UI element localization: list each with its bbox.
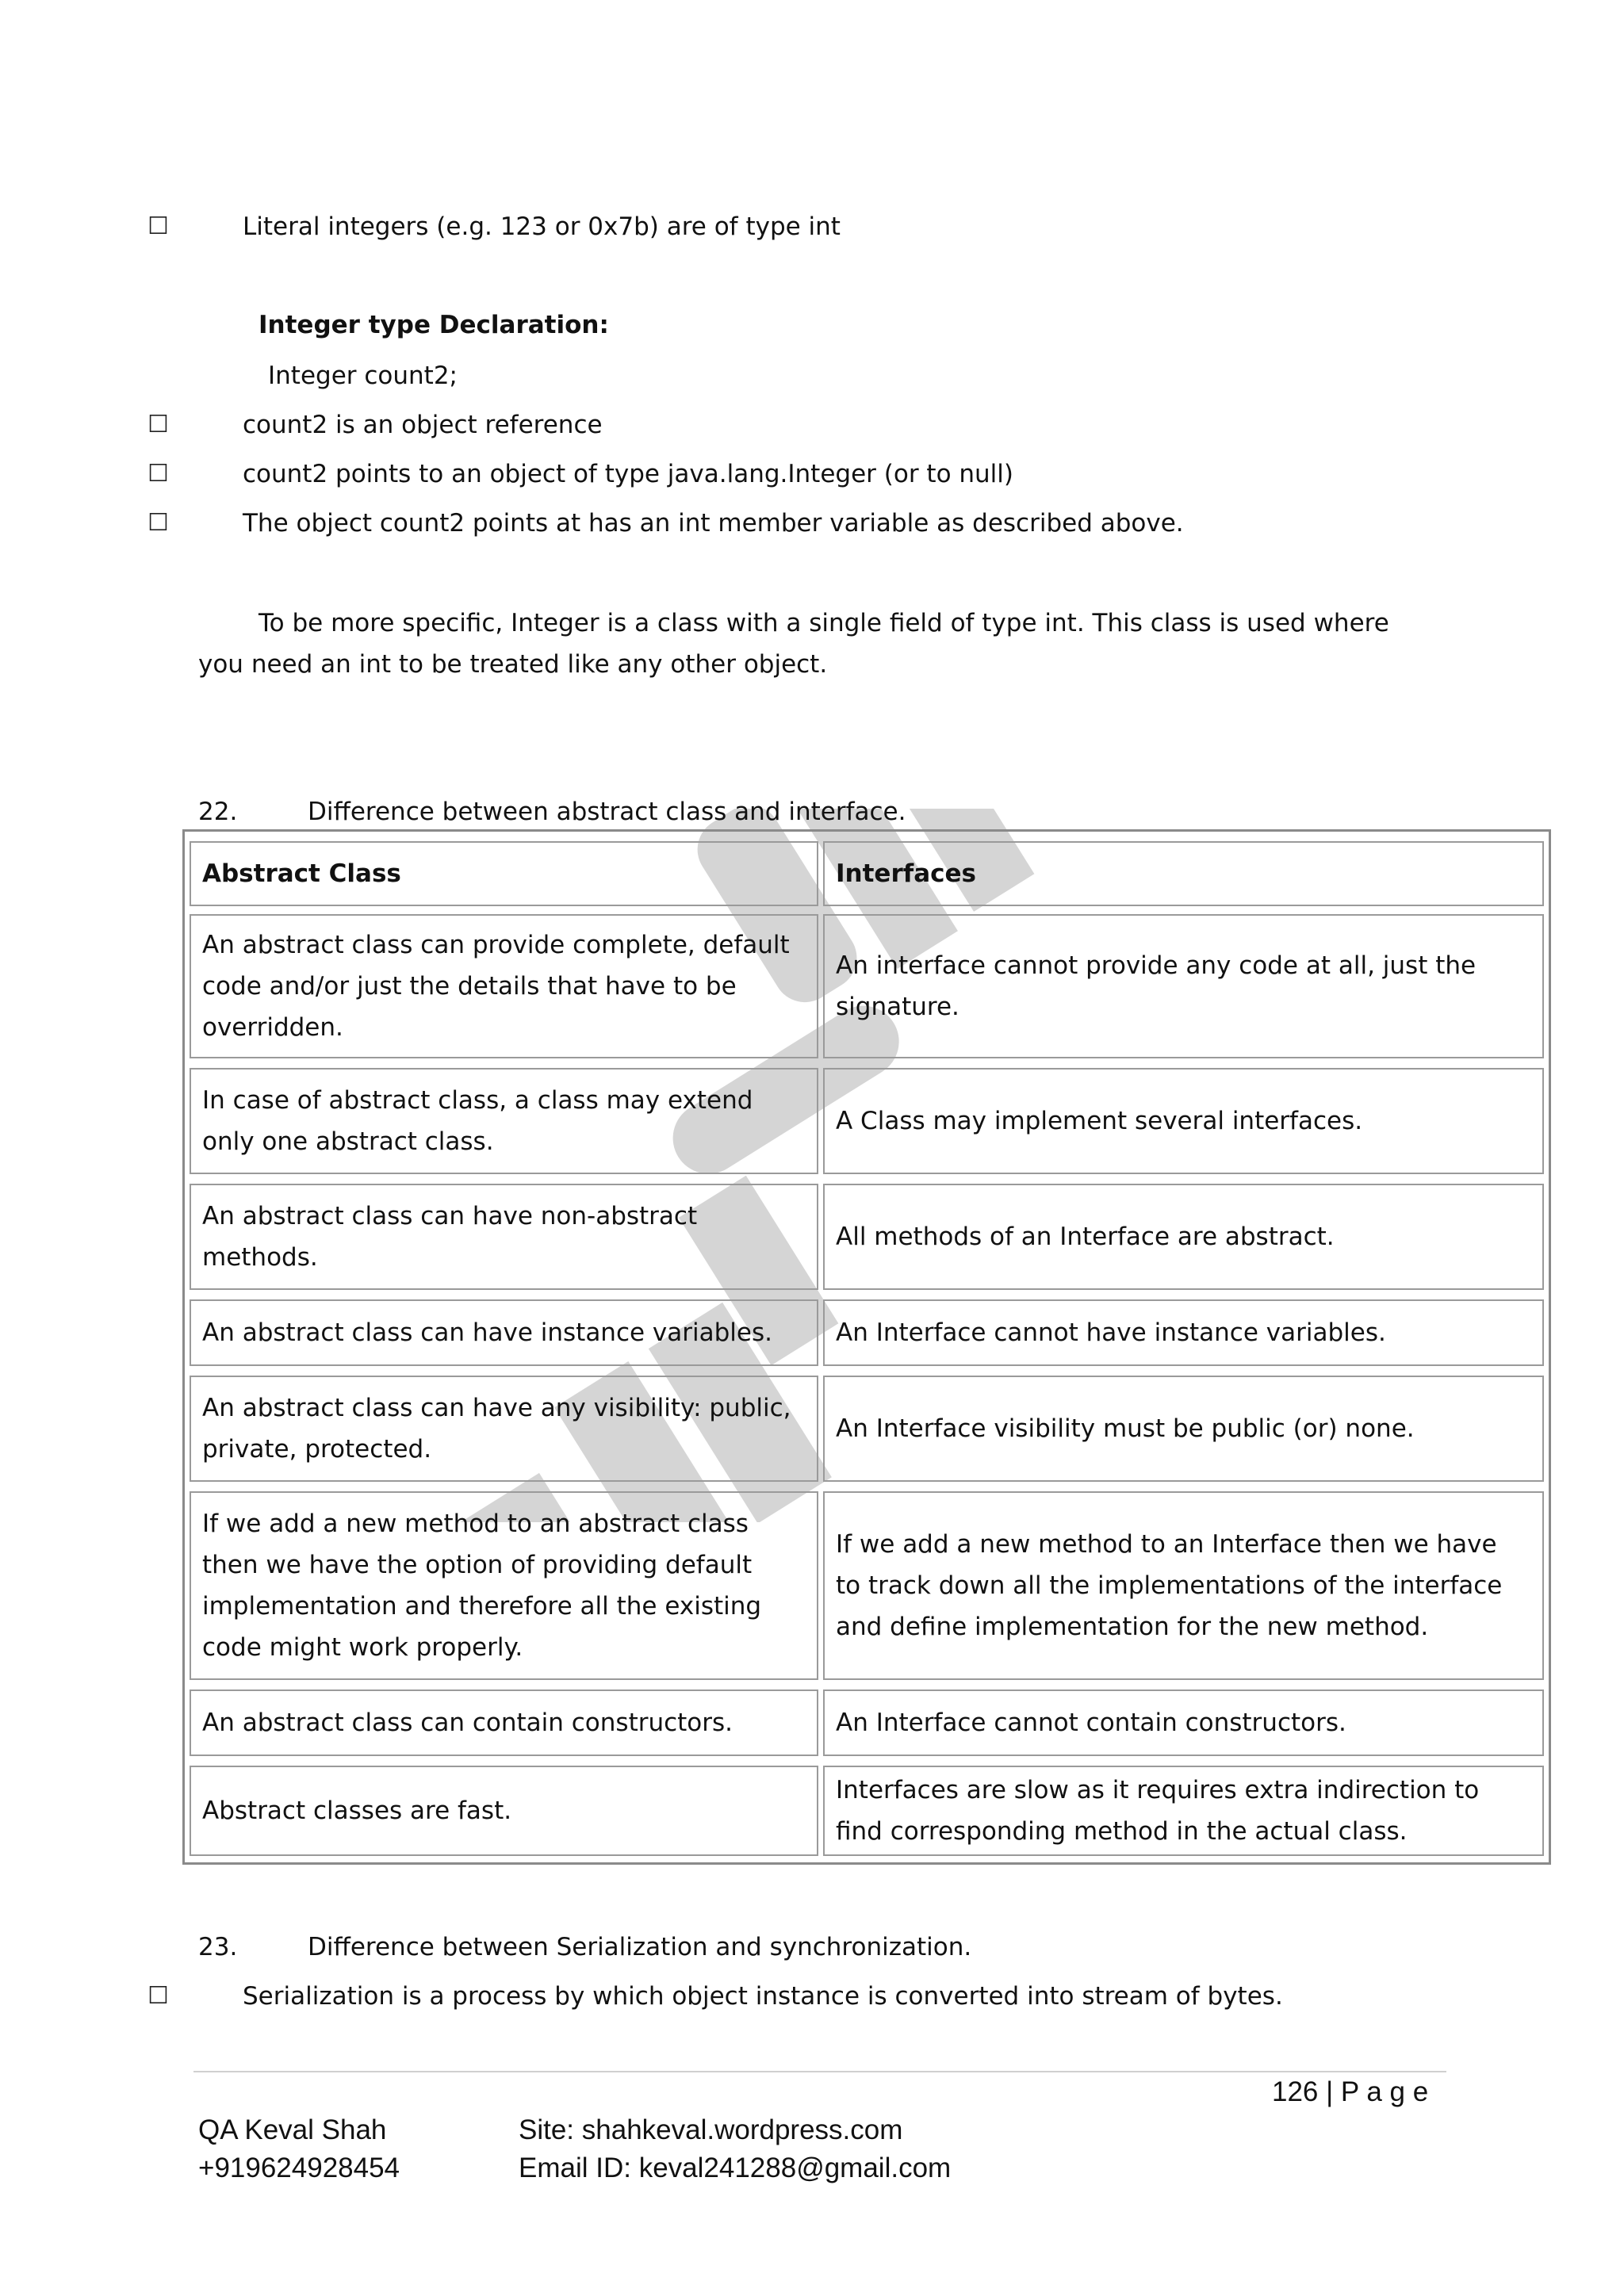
table-cell: Abstract classes are fast. [190,1766,818,1856]
section-23-number: 23. [198,1933,238,1961]
table-row [190,914,1544,1058]
table-row [190,1068,1544,1174]
table-header-cell: Interfaces [823,841,1544,906]
footer-divider [193,2071,1446,2072]
table-cell: Interfaces are slow as it requires extra indirection to find corresponding method in the actual class. [823,1766,1544,1856]
table-cell: An abstract class can provide complete, default code and/or just the details that have to be overridden. [190,914,818,1058]
footer-author-name: QA Keval Shah [198,2114,387,2145]
page-number: 126 | P a g e [1272,2076,1429,2107]
bullet-serialization: Serialization is a process by which object instance is converted into stream of bytes. [243,1982,1283,2011]
bullet-checkbox-icon: ☐ [147,1982,169,2010]
bullet-object-member: The object count2 points at has an int member variable as described above. [243,509,1184,538]
bullet-checkbox-icon: ☐ [147,460,169,488]
section-22-title: Difference between abstract class and interface. [308,798,906,826]
footer-email: Email ID: keval241288@gmail.com [519,2152,952,2183]
paragraph-line-2: you need an int to be treated like any other object. [198,650,828,679]
bullet-count2-points: count2 points to an object of type java.lang.Integer (or to null) [243,460,1014,488]
integer-declaration-code: Integer count2; [268,362,458,390]
table-cell: An abstract class can have any visibility: public, private, protected. [190,1376,818,1482]
table-cell: An abstract class can contain constructors. [190,1689,818,1756]
table-cell: If we add a new method to an Interface then we have to track down all the implementations of the interface and define implementation for the new method. [823,1491,1544,1680]
bullet-count2-reference: count2 is an object reference [243,411,603,439]
table-cell: An Interface cannot contain constructors. [823,1689,1544,1756]
table-cell: If we add a new method to an abstract class then we have the option of providing default implementation and therefore all the existing code might work properly. [190,1491,818,1680]
table-cell: A Class may implement several interfaces. [823,1068,1544,1174]
comparison-table [182,829,1551,1865]
table-cell: An abstract class can have instance variables. [190,1299,818,1366]
footer-site: Site: shahkeval.wordpress.com [519,2114,903,2145]
table-header-row [190,841,1544,906]
bullet-checkbox-icon: ☐ [147,509,169,537]
table-cell: An interface cannot provide any code at all, just the signature. [823,914,1544,1058]
bullet-checkbox-icon: ☐ [147,411,169,438]
table-cell: In case of abstract class, a class may extend only one abstract class. [190,1068,818,1174]
footer-phone: +919624928454 [198,2152,400,2183]
table-cell: All methods of an Interface are abstract. [823,1184,1544,1290]
table-cell: An Interface cannot have instance variables. [823,1299,1544,1366]
table-row [190,1766,1544,1856]
table-cell: An Interface visibility must be public (or) none. [823,1376,1544,1482]
table-cell: An abstract class can have non-abstract methods. [190,1184,818,1290]
section-22-number: 22. [198,798,238,826]
table-header-cell: Abstract Class [190,841,818,906]
table-row [190,1689,1544,1756]
bullet-literal-integers: Literal integers (e.g. 123 or 0x7b) are of type int [243,212,841,241]
paragraph-line-1: To be more specific, Integer is a class with a single field of type int. This class is used where [259,609,1389,637]
table-row [190,1376,1544,1482]
table-row [190,1184,1544,1290]
integer-declaration-heading: Integer type Declaration: [259,311,609,339]
table-row [190,1491,1544,1680]
section-23-title: Difference between Serialization and synchronization. [308,1933,972,1961]
table-row [190,1299,1544,1366]
bullet-checkbox-icon: ☐ [147,212,169,240]
